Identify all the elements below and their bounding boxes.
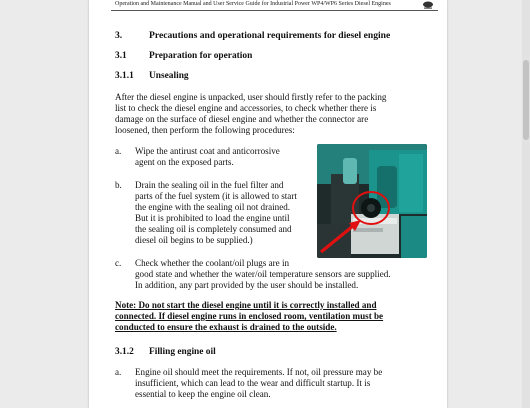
warning-note xyxy=(115,300,425,333)
list-item-c xyxy=(135,258,424,291)
intro-line: damage on the surface of diesel engine and whether the connector are xyxy=(115,114,369,124)
list-line: parts of the fuel system (it is allowed to start xyxy=(135,191,297,201)
list-line: In addition, any part provided by the user should be installed. xyxy=(135,280,359,290)
note-line: Note: Do not start the diesel engine until it is correctly installed and xyxy=(115,300,377,310)
section-heading xyxy=(115,30,122,41)
section-number: 3. xyxy=(115,30,123,41)
list-letter-a: a. xyxy=(115,146,122,156)
list-line: Wipe the antirust coat and anticorrosive xyxy=(135,146,280,156)
note-line: connected. If diesel engine runs in enclosed room, ventilation must be xyxy=(115,311,384,321)
intro-line: loosened, then perform the following procedures: xyxy=(115,125,295,135)
intro-line: After the diesel engine is unpacked, user should firstly refer to the packing xyxy=(115,92,387,102)
list-line: Check whether the coolant/oil plugs are in xyxy=(135,258,290,268)
list-line: But it is prohibited to load the engine until xyxy=(135,213,290,223)
list-line: Drain the sealing oil in the fuel filter and xyxy=(135,180,284,190)
list-line: good state and whether the water/oil temperature sensors are supplied. xyxy=(135,269,391,279)
list-line: diesel oil begins to be supplied.) xyxy=(135,235,253,245)
header-divider xyxy=(111,10,438,11)
subsubsection-number: 3.1.2 xyxy=(115,347,134,357)
intro-paragraph xyxy=(115,92,423,136)
list-letter-oil-a: a. xyxy=(115,367,122,377)
section-title: Precautions and operational requirements for diesel engine xyxy=(149,30,391,41)
list-line: the engine with the sealing oil not drained. xyxy=(135,202,291,212)
weichai-logo-icon xyxy=(422,1,434,9)
list-line: the sealing oil is completely consumed and xyxy=(135,224,292,234)
list-line: agent on the exposed parts. xyxy=(135,157,234,167)
list-letter-c: c. xyxy=(115,258,122,268)
list-item-oil-a xyxy=(135,367,424,400)
list-line: insufficient, which can lead to the wear and difficult startup. It is xyxy=(135,378,371,388)
document-page xyxy=(89,0,447,408)
intro-line: list to check the diesel engine and accessories, to check whether there is xyxy=(115,103,377,113)
running-header: Operation and Maintenance Manual and User Service Guide for Industrial Power WP4/WP6 Series Diesel Engines xyxy=(115,1,391,7)
subsection-title: Preparation for operation xyxy=(149,51,253,61)
scrollbar-thumb[interactable] xyxy=(523,60,529,140)
note-line: conducted to ensure the exhaust is drained to the outside. xyxy=(115,322,337,332)
subsubsection-title: Filling engine oil xyxy=(149,347,216,357)
list-item-b xyxy=(135,180,315,246)
list-letter-b: b. xyxy=(115,180,122,190)
engine-photo xyxy=(317,144,427,258)
list-item-a xyxy=(135,146,315,168)
subsubsection-title: Unsealing xyxy=(149,71,189,81)
list-line: essential to keep the engine oil clean. xyxy=(135,389,271,399)
subsection-number: 3.1 xyxy=(115,51,127,61)
subsubsection-number: 3.1.1 xyxy=(115,71,134,81)
list-line: Engine oil should meet the requirements. If not, oil pressure may be xyxy=(135,367,383,377)
